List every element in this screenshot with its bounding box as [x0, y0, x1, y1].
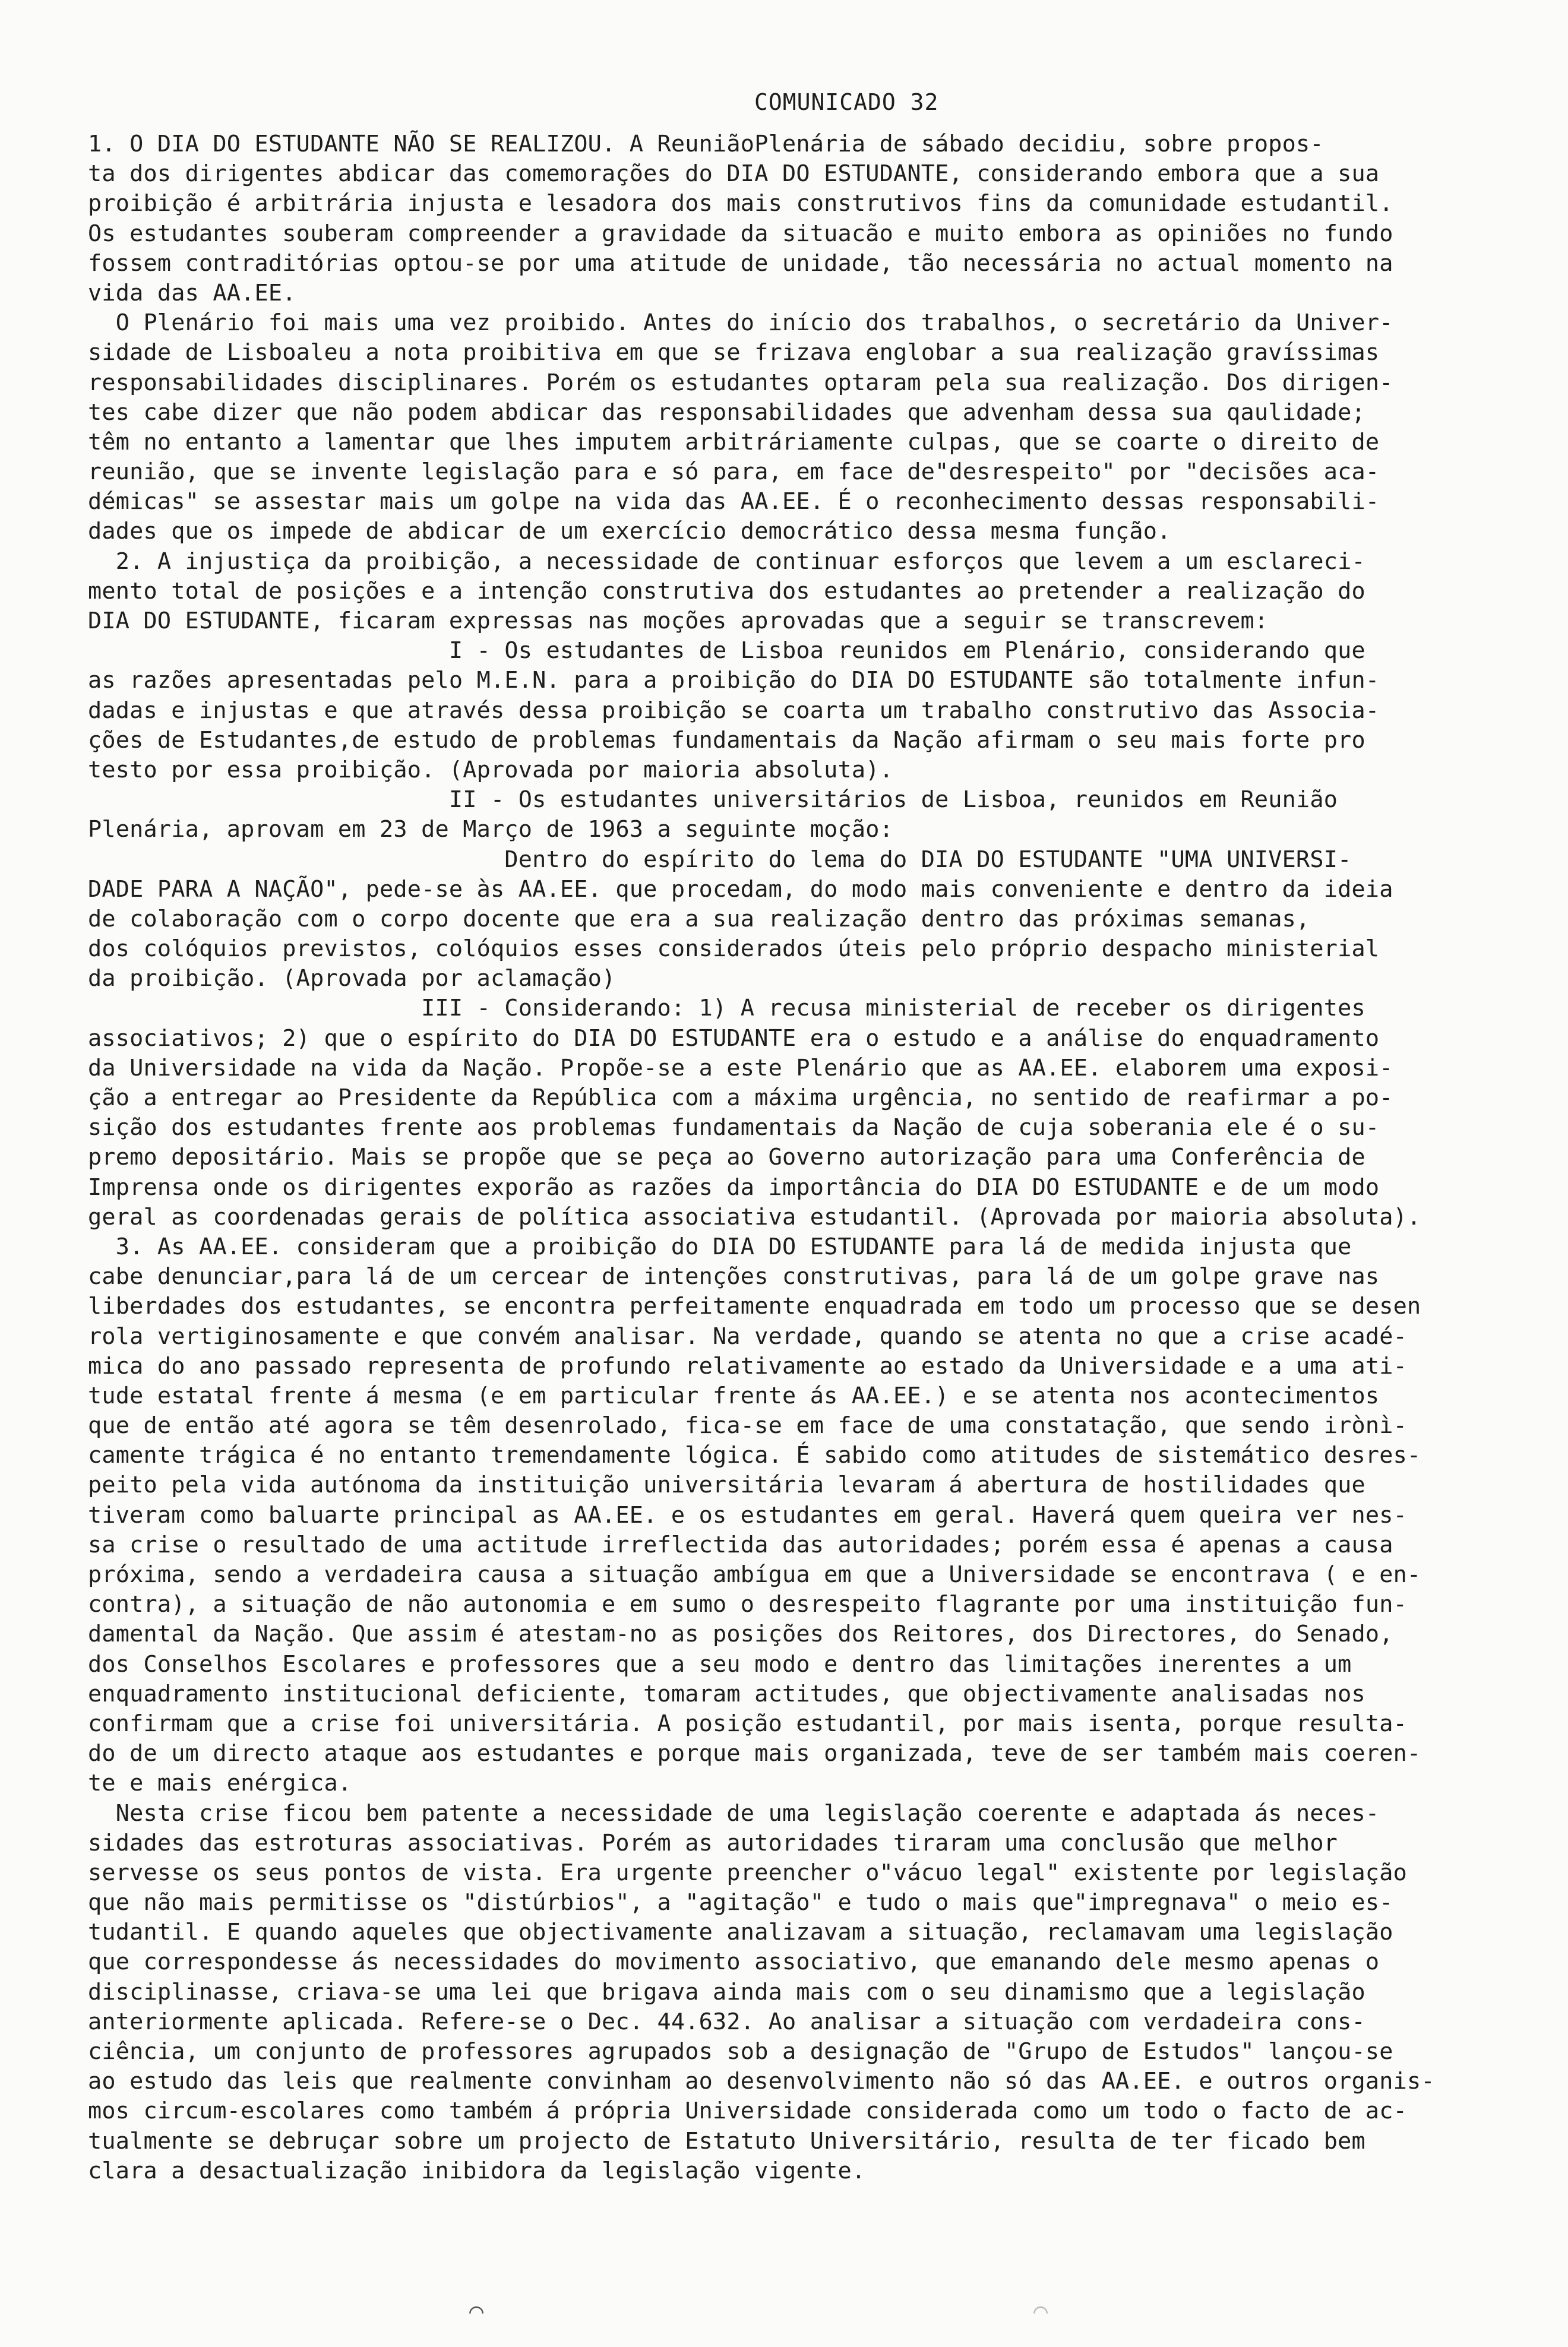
text-line: O Plenário foi mais uma vez proibido. Antes do início dos trabalhos, o secretário da Univer- — [88, 309, 1393, 337]
text-line: associativos; 2) que o espírito do DIA DO ESTUDANTE era o estudo e a análise do enquadramento — [88, 1024, 1380, 1052]
text-line: Dentro do espírito do lema do DIA DO ESTUDANTE "UMA UNIVERSI- — [88, 846, 1352, 873]
text-line: ta dos dirigentes abdicar das comemorações do DIA DO ESTUDANTE, considerando embora que a sua — [88, 160, 1380, 188]
text-line: tualmente se debruçar sobre um projecto de Estatuto Universitário, resulta de ter ficado bem — [88, 2127, 1365, 2155]
bottom-mark-left: ⌒ — [469, 2297, 484, 2324]
text-line: ao estudo das leis que realmente convinham ao desenvolvimento não só das AA.EE. e outros organis- — [88, 2068, 1435, 2095]
text-line: testo por essa proibição. (Aprovada por maioria absoluta). — [88, 756, 893, 783]
text-line: servesse os seus pontos de vista. Era urgente preencher o"vácuo legal" existente por legislação — [88, 1859, 1408, 1886]
text-line: mento total de posições e a intenção construtiva dos estudantes ao pretender a realização do — [88, 577, 1365, 605]
text-line: sa crise o resultado de uma actitude irreflectida das autoridades; porém essa é apenas a causa — [88, 1531, 1393, 1558]
text-line: Nesta crise ficou bem patente a necessidade de uma legislação coerente e adaptada ás neces- — [88, 1799, 1380, 1827]
text-line: tudantil. E quando aqueles que objectivamente analizavam a situação, reclamavam uma legislação — [88, 1919, 1393, 1946]
text-line: dadas e injustas e que através dessa proibição se coarta um trabalho construtivo das Associa- — [88, 697, 1380, 724]
text-line: próxima, sendo a verdadeira causa a situação ambígua em que a Universidade se encontrava ( e en- — [88, 1561, 1421, 1588]
text-line: vida das AA.EE. — [88, 279, 296, 306]
text-line: anteriormente aplicada. Refere-se o Dec. 44.632. Ao analisar a situação com verdadeira cons- — [88, 2008, 1365, 2035]
text-line: que correspondesse ás necessidades do movimento associativo, que emanando dele mesmo apenas o — [88, 1949, 1380, 1976]
text-line: tes cabe dizer que não podem abdicar das responsabilidades que advenham dessa sua qaulidade; — [88, 398, 1365, 426]
text-line: sição dos estudantes frente aos problemas fundamentais da Nação de cuja soberania ele é o su- — [88, 1114, 1380, 1141]
text-line: confirmam que a crise foi universitária. A posição estudantil, por mais isenta, porque resulta- — [88, 1710, 1408, 1737]
text-line: proibição é arbitrária injusta e lesadora dos mais construtivos fins da comunidade estudantil. — [88, 190, 1393, 217]
text-line: contra), a situação de não autonomia e em sumo o desrespeito flagrante por uma instituição fun- — [88, 1591, 1408, 1618]
text-line: ciência, um conjunto de professores agrupados sob a designação de "Grupo de Estudos" lançou-se — [88, 2038, 1393, 2065]
text-line: disciplinasse, criava-se uma lei que brigava ainda mais com o seu dinamismo que a legislação — [88, 1978, 1365, 2006]
document-body — [88, 129, 1501, 2186]
text-line: ções de Estudantes,de estudo de problemas fundamentais da Nação afirmam o seu mais forte pro — [88, 726, 1365, 754]
text-line: sidade de Lisboaleu a nota proibitiva em que se frizava englobar a sua realização gravíssimas — [88, 339, 1380, 366]
text-line: DADE PARA A NAÇÃO", pede-se às AA.EE. que procedam, do modo mais conveniente e dentro da ideia — [88, 875, 1393, 903]
text-line: dos colóquios previstos, colóquios esses considerados úteis pelo próprio despacho ministerial — [88, 935, 1380, 963]
text-line: que não mais permitisse os "distúrbios", a "agitação" e tudo o mais que"impregnava" o meio es- — [88, 1889, 1393, 1916]
text-line: DIA DO ESTUDANTE, ficaram expressas nas moções aprovadas que a seguir se transcrevem: — [88, 608, 1269, 634]
text-line: de colaboração com o corpo docente que era a sua realização dentro das próximas semanas, — [88, 905, 1310, 932]
text-line: rola vertiginosamente e que convém analisar. Na verdade, quando se atenta no que a crise acadé- — [88, 1323, 1408, 1350]
text-line: mos circum-escolares como também á própria Universidade considerada como um todo o facto de ac- — [88, 2098, 1408, 2125]
text-line: 1. O DIA DO ESTUDANTE NÃO SE REALIZOU. A ReuniãoPlenária de sábado decidiu, sobre propos- — [88, 131, 1324, 157]
text-line: liberdades dos estudantes, se encontra perfeitamente enquadrada em todo um processo que se desen — [88, 1293, 1421, 1320]
text-line: enquadramento institucional deficiente, tomaram actitudes, que objectivamente analisadas nos — [88, 1680, 1365, 1707]
text-line: as razões apresentadas pelo M.E.N. para a proibição do DIA DO ESTUDANTE são totalmente infun- — [88, 667, 1380, 694]
text-line: 3. As AA.EE. consideram que a proibição do DIA DO ESTUDANTE para lá de medida injusta que — [88, 1233, 1352, 1260]
text-line: reunião, que se invente legislação para e só para, em face de"desrespeito" por "decisões aca- — [88, 458, 1380, 486]
text-line: tude estatal frente á mesma (e em particular frente ás AA.EE.) e se atenta nos acontecimentos — [88, 1382, 1380, 1409]
text-line: I - Os estudantes de Lisboa reunidos em Plenário, considerando que — [88, 637, 1365, 665]
text-line: geral as coordenadas gerais de política associativa estudantil. (Aprovada por maioria absoluta). — [88, 1203, 1421, 1231]
text-line: Imprensa onde os dirigentes exporão as razões da importância do DIA DO ESTUDANTE e de um modo — [88, 1174, 1380, 1201]
text-line: te e mais enérgica. — [88, 1770, 352, 1797]
text-line: sidades das estroturas associativas. Porém as autoridades tiraram uma conclusão que melhor — [88, 1829, 1338, 1856]
text-line: tiveram como baluarte principal as AA.EE. e os estudantes em geral. Haverá quem queira ver nes- — [88, 1501, 1408, 1529]
text-line: III - Considerando: 1) A recusa ministerial de receber os dirigentes — [88, 995, 1365, 1022]
text-line: do de um directo ataque aos estudantes e porque mais organizada, teve de ser também mais coeren- — [88, 1740, 1421, 1767]
text-line: fossem contraditórias optou-se por uma atitude de unidade, tão necessária no actual momento na — [88, 249, 1393, 277]
text-line: damental da Nação. Que assim é atestam-no as posições dos Reitores, dos Directores, do Senado, — [88, 1621, 1393, 1648]
text-line: camente trágica é no entanto tremendamente lógica. É sabido como atitudes de sistemático desres- — [88, 1442, 1421, 1469]
text-line: dos Conselhos Escolares e professores que a seu modo e dentro das limitações inerentes a um — [88, 1650, 1352, 1678]
text-line: responsabilidades disciplinares. Porém os estudantes optaram pela sua realização. Dos dirigen- — [88, 369, 1393, 396]
text-line: ção a entregar ao Presidente da República com a máxima urgência, no sentido de reafirmar a po- — [88, 1084, 1393, 1111]
text-line: 2. A injustiça da proibição, a necessidade de continuar esforços que levem a um esclareci- — [88, 548, 1365, 575]
text-line: premo depositário. Mais se propõe que se peça ao Governo autorização para uma Conferência de — [88, 1144, 1365, 1171]
text-line: II - Os estudantes universitários de Lisboa, reunidos em Reunião — [88, 786, 1338, 814]
text-line: dades que os impede de abdicar de um exercício democrático dessa mesma função. — [88, 518, 1171, 545]
text-line: démicas" se assestar mais um golpe na vida das AA.EE. É o reconhecimento dessas responsabili- — [88, 488, 1380, 515]
text-line: Os estudantes souberam compreender a gravidade da situacão e muito embora as opiniões no fundo — [88, 220, 1393, 247]
text-line: peito pela vida autónoma da instituição universitária levaram á abertura de hostilidades que — [88, 1472, 1365, 1499]
text-line: cabe denunciar,para lá de um cercear de intenções construtivas, para lá de um golpe grave nas — [88, 1263, 1380, 1290]
document-title: COMUNICADO 32 — [754, 89, 939, 115]
text-line: mica do ano passado representa de profundo relativamente ao estado da Universidade e a uma ati- — [88, 1352, 1408, 1380]
text-line: Plenária, aprovam em 23 de Março de 1963 a seguinte moção: — [88, 816, 893, 843]
text-line: clara a desactualização inibidora da legislação vigente. — [88, 2157, 866, 2184]
text-line: da Universidade na vida da Nação. Propõe-se a este Plenário que as AA.EE. elaborem uma exposi- — [88, 1054, 1393, 1081]
bottom-mark-right: ⌒ — [1033, 2297, 1048, 2324]
text-line: da proibição. (Aprovada por aclamação) — [88, 965, 616, 992]
text-line: têm no entanto a lamentar que lhes imputem arbitráriamente culpas, que se coarte o direito de — [88, 428, 1380, 456]
text-line: que de então até agora se têm desenrolado, fica-se em face de uma constatação, que sendo irònì- — [88, 1412, 1408, 1440]
